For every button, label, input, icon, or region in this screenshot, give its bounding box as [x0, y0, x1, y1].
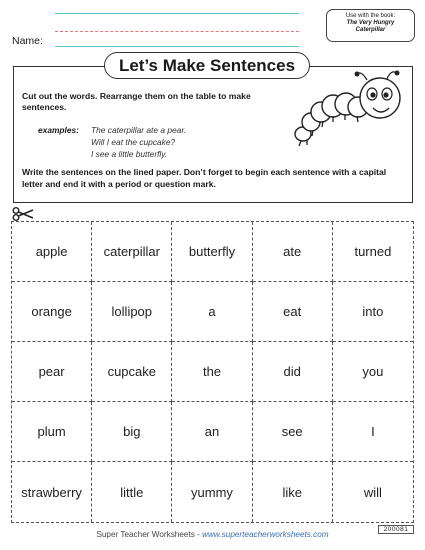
word-card[interactable]: the: [172, 342, 252, 402]
word-card[interactable]: lollipop: [92, 282, 172, 342]
word-card[interactable]: like: [253, 462, 333, 522]
caterpillar-illustration: [287, 70, 407, 150]
word-card[interactable]: see: [253, 402, 333, 462]
worksheet-code: 200081: [378, 525, 414, 534]
word-card[interactable]: will: [363, 484, 382, 500]
scissors-icon: [12, 207, 34, 221]
examples-label: examples:: [38, 125, 79, 135]
word-card[interactable]: pear: [12, 342, 92, 402]
word-card[interactable]: eat: [253, 282, 333, 342]
word-card[interactable]: strawberry: [12, 462, 92, 522]
name-lines[interactable]: [55, 10, 299, 50]
word-card[interactable]: did: [253, 342, 333, 402]
word-card[interactable]: cupcake: [92, 342, 172, 402]
example-sentence: Will I eat the cupcake?: [91, 137, 176, 147]
word-card[interactable]: ate: [253, 222, 333, 282]
word-card[interactable]: butterfly: [172, 222, 252, 282]
example-sentence: The caterpillar ate a pear.: [91, 125, 187, 135]
word-card[interactable]: a: [172, 282, 252, 342]
book-box-line2: The Very Hungry: [346, 20, 395, 26]
book-reference-box: [326, 9, 415, 42]
name-label: Name:: [12, 35, 43, 47]
word-card[interactable]: an: [172, 402, 252, 462]
example-sentence: I see a little butterfly.: [91, 149, 168, 159]
word-card[interactable]: apple: [12, 222, 92, 282]
footer-prefix: Super Teacher Worksheets -: [96, 530, 203, 539]
word-card[interactable]: caterpillar: [92, 222, 172, 282]
word-card[interactable]: turned: [333, 222, 413, 282]
word-card[interactable]: you: [333, 342, 413, 402]
word-card[interactable]: into: [333, 282, 413, 342]
instructions-paragraph-2: Write the sentences on the lined paper. Don’t forget to begin each sentence with a capital letter and end it with a period or question mark.: [22, 167, 387, 189]
instructions-paragraph-1: Cut out the words. Rearrange them on the table to make sentences.: [22, 91, 251, 112]
page-title: Let’s Make Sentences: [104, 52, 310, 79]
word-card[interactable]: plum: [12, 402, 92, 462]
book-box-line3: Caterpillar: [355, 27, 386, 33]
footer-link[interactable]: www.superteacherworksheets.com: [202, 530, 329, 539]
word-card[interactable]: I: [333, 402, 413, 462]
word-grid: [11, 221, 414, 523]
word-card[interactable]: orange: [12, 282, 92, 342]
footer: [0, 530, 425, 539]
word-card[interactable]: little: [92, 462, 172, 522]
word-card[interactable]: yummy: [172, 462, 252, 522]
word-card[interactable]: big: [92, 402, 172, 462]
book-box-line1: Use with the book:: [345, 13, 396, 19]
